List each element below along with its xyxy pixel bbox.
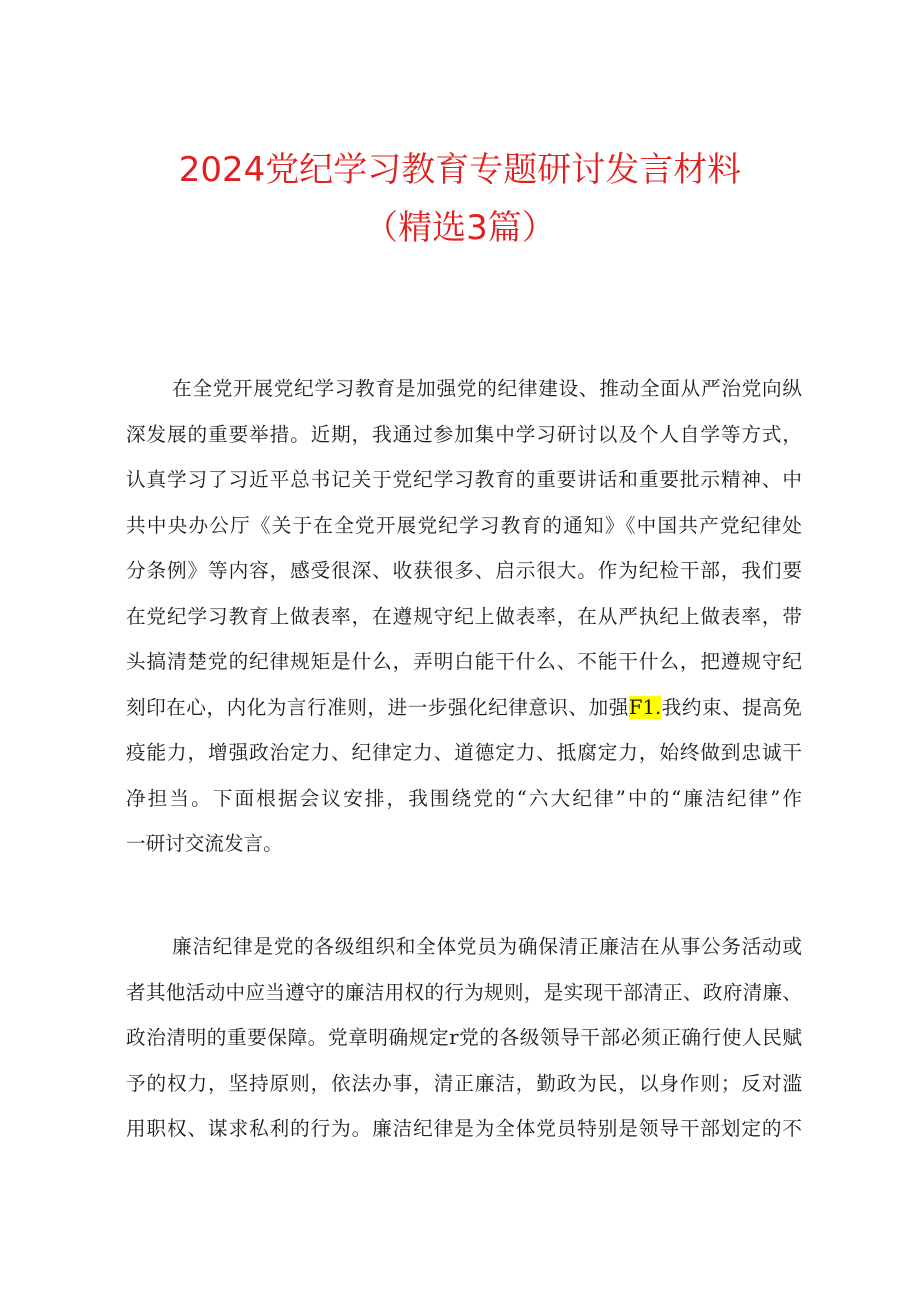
highlighted-text: F1. — [628, 695, 662, 719]
paragraph-line: 头搞清楚党的纪律规矩是什么，弄明白能干什么、不能干什么，把遵规守纪 — [126, 650, 802, 673]
paragraph-line: 共中央办公厅《关于在全党开展党纪学习教育的通知》《中国共产党纪律处 — [126, 513, 802, 537]
paragraph-line: 廉洁纪律是党的各级组织和全体党员为确保清正廉洁在从事公务活动或 — [172, 935, 802, 958]
paragraph-line: 政治清明的重要保障。党章明确规定r党的各级领导干部必须正确行使人民赋 — [126, 1026, 802, 1049]
paragraph-line: 者其他活动中应当遵守的廉洁用权的行为规则，是实现干部清正、政府清廉、 — [126, 980, 802, 1004]
paragraph-line-highlighted — [126, 693, 802, 723]
paragraph-line: 用职权、谋求私利的行为。廉洁纪律是为全体党员特别是领导干部划定的不 — [126, 1117, 802, 1140]
paragraph-line: 在全党开展党纪学习教育是加强党的纪律建设、推动全面从严治党向纵 — [172, 377, 802, 400]
paragraph-line: 一研讨交流发言。 — [126, 832, 283, 855]
paragraph-line: 疫能力，增强政治定力、纪律定力、道德定力、抵腐定力，始终做到忠诚干 — [126, 741, 802, 764]
line-text-after: 我约束、提高免 — [661, 695, 802, 719]
document-subtitle: （精选3篇） — [364, 208, 556, 248]
paragraph-line: 分条例》等内容，感受很深、收获很多、启示很大。作为纪检干部，我们要 — [126, 559, 802, 582]
paragraph-line: 认真学习了习近平总书记关于党纪学习教育的重要讲话和重要批示精神、中 — [126, 468, 802, 491]
document-title: 2024党纪学习教育专题研讨发言材料 — [178, 150, 742, 190]
paragraph-line: 深发展的重要举措。近期，我通过参加集中学习研讨以及个人自学等方式， — [126, 422, 802, 446]
paragraph-line: 予的权力，坚持原则，依法办事，清正廉洁，勤政为民，以身作则；反对滥 — [126, 1071, 802, 1095]
paragraph-line: 净担当。下面根据会议安排，我围绕党的“六大纪律”中的“廉洁纪律”作 — [126, 786, 802, 810]
paragraph-line: 在党纪学习教育上做表率，在遵规守纪上做表率，在从严执纪上做表率，带 — [126, 604, 802, 628]
line-text-before: 刻印在心，内化为言行准则，进一步强化纪律意识、加强 — [126, 695, 629, 719]
